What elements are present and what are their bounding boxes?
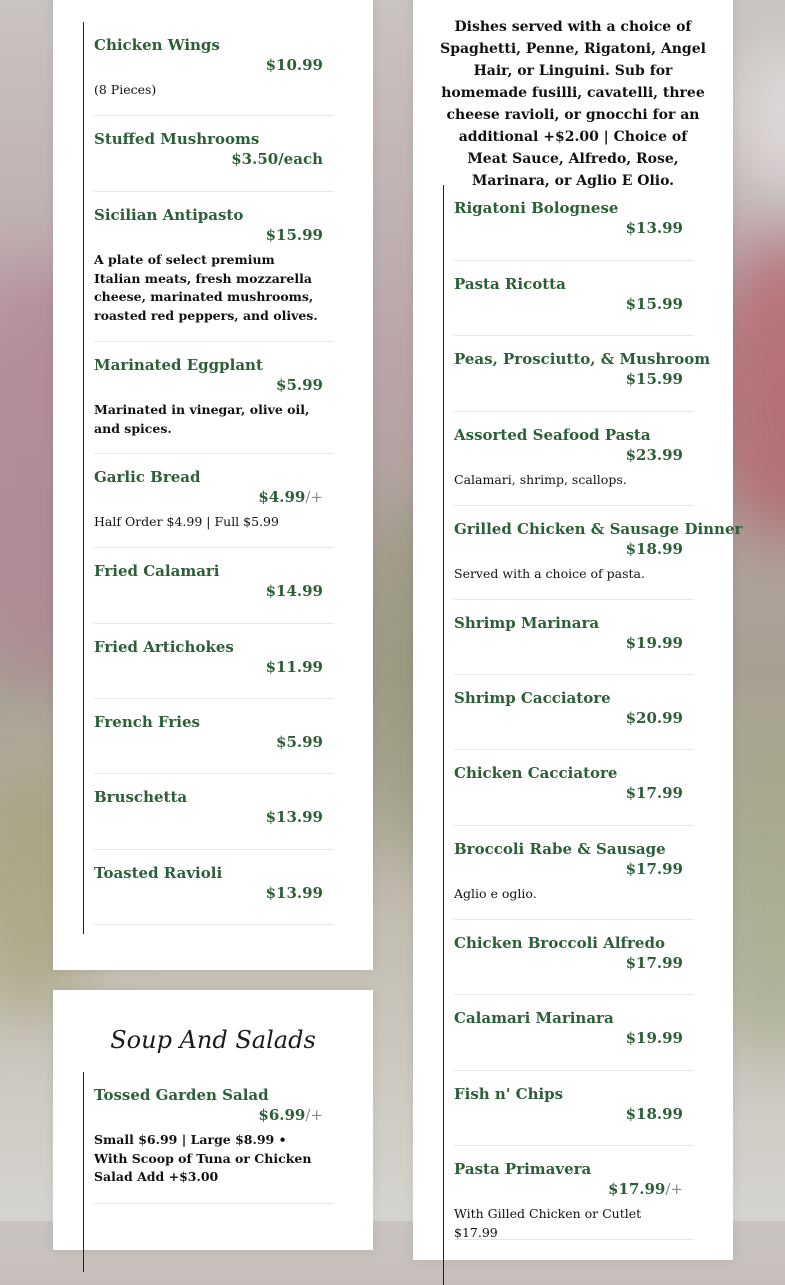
item-name: Shrimp Marinara <box>454 614 600 632</box>
item-price-plus: /+ <box>665 1180 683 1198</box>
item-price-value: $13.99 <box>625 219 683 237</box>
item-name: Fried Calamari <box>94 562 220 580</box>
item-description: Served with a choice of pasta. <box>454 566 645 581</box>
entrees-panel <box>413 0 743 1260</box>
entrees-intro: Dishes served with a choice of Spaghetti, Penne, Rigatoni, Angel Hair, or Linguini. Sub for homemade fusilli, cavatelli, three cheese ravioli, or gnocchi for an additional +$2.00 | Choice of Meat Sauce, Alfredo, Rose, Marinara, or Aglio E Olio. <box>440 19 706 189</box>
item-name: Bruschetta <box>94 788 188 806</box>
item-price-value: $19.99 <box>625 634 683 652</box>
menu-item <box>94 699 334 774</box>
menu-item <box>94 454 334 548</box>
menu-item <box>454 995 694 1071</box>
item-name: Pasta Ricotta <box>454 275 566 293</box>
menu-item <box>454 412 694 506</box>
item-price <box>626 540 683 558</box>
item-price <box>626 1105 683 1123</box>
item-price-value: $18.99 <box>625 540 683 558</box>
item-price <box>276 376 323 394</box>
item-name: Marinated Eggplant <box>94 356 263 374</box>
item-price <box>626 954 683 972</box>
entrees-list <box>443 185 743 1285</box>
soups-panel <box>53 990 373 1250</box>
item-name: French Fries <box>94 713 200 731</box>
appetizers-list <box>83 22 334 934</box>
menu-item <box>454 826 694 920</box>
item-price-value: $11.99 <box>265 658 323 676</box>
menu-item <box>94 548 334 624</box>
menu-item <box>454 506 743 600</box>
item-price <box>626 709 683 727</box>
item-price <box>626 634 683 652</box>
item-description: (8 Pieces) <box>94 82 157 97</box>
item-price-value: $13.99 <box>265 884 323 902</box>
item-price <box>266 808 323 826</box>
item-price-value: $15.99 <box>625 370 683 388</box>
item-price-value: $10.99 <box>265 56 323 74</box>
item-price-value: $19.99 <box>625 1029 683 1047</box>
menu-item <box>454 1071 694 1146</box>
menu-item <box>454 185 694 261</box>
item-price-value: $18.99 <box>625 1105 683 1123</box>
item-price <box>626 370 683 388</box>
item-price <box>266 582 323 600</box>
item-price-value: $15.99 <box>265 226 323 244</box>
menu-item <box>454 1146 694 1240</box>
item-price <box>626 860 683 878</box>
item-price <box>608 1180 683 1198</box>
item-name: Chicken Broccoli Alfredo <box>454 934 665 952</box>
item-price <box>266 226 323 244</box>
item-price-plus: /+ <box>305 488 323 506</box>
item-description: Half Order $4.99 | Full $5.99 <box>94 514 279 529</box>
item-price <box>626 784 683 802</box>
item-price <box>626 295 683 313</box>
item-name: Broccoli Rabe & Sausage <box>454 840 666 858</box>
item-price <box>266 658 323 676</box>
item-name: Chicken Wings <box>94 36 220 54</box>
item-price <box>231 150 323 168</box>
item-name: Shrimp Cacciatore <box>454 689 611 707</box>
menu-item <box>94 116 334 192</box>
item-name: Grilled Chicken & Sausage Dinner <box>454 520 743 538</box>
soups-title: Soup And Salads <box>110 1026 316 1054</box>
item-description: Aglio e oglio. <box>454 886 537 901</box>
item-price <box>626 1029 683 1047</box>
item-name: Fried Artichokes <box>94 638 234 656</box>
item-price-value: $17.99 <box>607 1180 666 1198</box>
background-blob <box>730 40 785 200</box>
item-price <box>276 733 323 751</box>
item-name: Calamari Marinara <box>454 1009 614 1027</box>
item-price-value: $4.99 <box>258 488 306 506</box>
item-name: Garlic Bread <box>94 468 201 486</box>
menu-item <box>454 261 694 336</box>
item-name: Sicilian Antipasto <box>94 206 244 224</box>
menu-item <box>94 1072 334 1204</box>
item-name: Assorted Seafood Pasta <box>454 426 651 444</box>
menu-item <box>94 22 334 116</box>
item-description: A plate of select premium Italian meats, fresh mozzarella cheese, marinated mushrooms, roasted red peppers, and olives. <box>94 252 318 323</box>
menu-item <box>454 600 694 675</box>
item-description: Calamari, shrimp, scallops. <box>454 472 627 487</box>
item-name: Peas, Prosciutto, & Mushroom <box>454 350 711 368</box>
item-price-value: $5.99 <box>276 733 323 751</box>
item-price-value: $5.99 <box>276 376 323 394</box>
menu-item <box>454 750 694 826</box>
item-name: Rigatoni Bolognese <box>454 199 619 217</box>
item-price-value: $13.99 <box>265 808 323 826</box>
item-description: Marinated in vinegar, olive oil, and spices. <box>94 402 310 436</box>
menu-item <box>454 675 694 750</box>
item-price-value: $23.99 <box>625 446 683 464</box>
item-description: With Gilled Chicken or Cutlet $17.99 <box>454 1206 642 1240</box>
menu-item <box>454 920 694 995</box>
item-price-value: $17.99 <box>625 860 683 878</box>
soups-list <box>83 1072 334 1272</box>
appetizers-panel <box>53 0 373 970</box>
item-price-value: $14.99 <box>265 582 323 600</box>
item-price <box>266 56 323 74</box>
item-name: Chicken Cacciatore <box>454 764 618 782</box>
item-name: Toasted Ravioli <box>94 864 223 882</box>
item-price-value: $20.99 <box>625 709 683 727</box>
item-description: Small $6.99 | Large $8.99 • With Scoop of Tuna or Chicken Salad Add +$3.00 <box>94 1132 312 1184</box>
item-price <box>258 488 323 506</box>
menu-item <box>94 774 334 850</box>
item-price <box>626 219 683 237</box>
item-price <box>626 446 683 464</box>
menu-item <box>454 336 711 412</box>
item-price <box>258 1106 323 1124</box>
item-price-value: $17.99 <box>625 784 683 802</box>
menu-item <box>94 850 334 925</box>
menu-item <box>94 192 334 342</box>
item-price <box>266 884 323 902</box>
item-name: Pasta Primavera <box>454 1160 592 1178</box>
item-price-value: $3.50/each <box>231 150 323 168</box>
item-price-plus: /+ <box>305 1106 323 1124</box>
menu-item <box>94 624 334 699</box>
item-name: Tossed Garden Salad <box>94 1086 269 1104</box>
item-price-value: $6.99 <box>258 1106 306 1124</box>
item-price-value: $15.99 <box>625 295 683 313</box>
item-price-value: $17.99 <box>625 954 683 972</box>
menu-item <box>94 342 334 454</box>
item-name: Fish n' Chips <box>454 1085 564 1103</box>
item-name: Stuffed Mushrooms <box>94 130 260 148</box>
